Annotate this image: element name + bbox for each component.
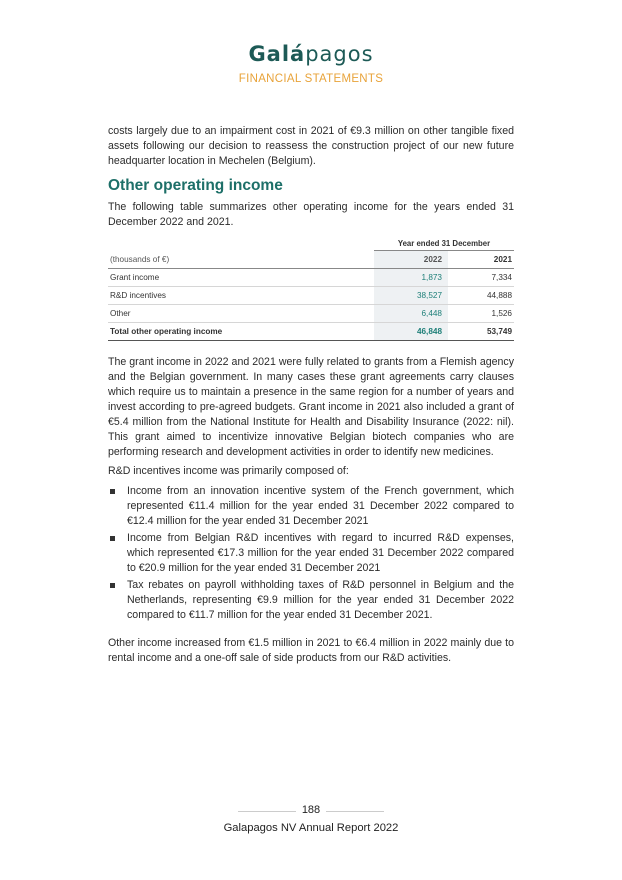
table-total-row: [108, 323, 514, 341]
list-item: [108, 484, 514, 529]
table-column-header-row: [108, 251, 514, 269]
rd-intro-block: [108, 464, 514, 479]
total-value-2022: 46,848: [374, 323, 448, 341]
bullet-square-icon: [110, 489, 115, 494]
list-item-text: Income from an innovation incentive system of the French government, which represented €11.4 million for the year ended 31 December 2022 compared to €12.4 million for the year ended 31 December 2021: [127, 485, 514, 527]
section-heading-block: [108, 177, 514, 195]
row-label: Grant income: [108, 269, 374, 287]
value-2021: 1,526: [448, 305, 514, 323]
grant-paragraph: The grant income in 2022 and 2021 were fully related to grants from a Flemish agency and the Belgian government. In many cases these grant agreements carry clauses which require us to maintain a presence in the same region for a number of years and invest according to pre-agreed budgets. Grant income in 2021 also included a grant of €5.4 million from the National Institute for Health and Disability Insurance (2022: nil). This grant aimed to incentivize innovative Belgian biotech companies who are performing research and development activities in order to identify new medicines.: [108, 356, 514, 458]
other-income-block: [108, 636, 514, 666]
value-2022: 6,448: [374, 305, 448, 323]
table-intro-block: [108, 200, 514, 230]
company-logo: [0, 42, 622, 66]
value-2022: 38,527: [374, 287, 448, 305]
list-item: [108, 578, 514, 623]
section-title: Other operating income: [108, 177, 283, 194]
rd-incentives-list: [108, 484, 514, 623]
table-intro-paragraph: The following table summarizes other operating income for the years ended 31 December 2022 and 2021.: [108, 201, 514, 228]
row-label: R&D incentives: [108, 287, 374, 305]
list-item: [108, 531, 514, 576]
section-label: FINANCIAL STATEMENTS: [238, 73, 384, 85]
period-header: Year ended 31 December: [374, 236, 514, 251]
table-row: [108, 287, 514, 305]
total-value-2021: 53,749: [448, 323, 514, 341]
rd-intro-paragraph: R&D incentives income was primarily composed of:: [108, 465, 349, 477]
table-row: [108, 269, 514, 287]
intro-block: [108, 124, 514, 169]
report-title: Galapagos NV Annual Report 2022: [223, 822, 399, 834]
unit-label: (thousands of €): [108, 251, 374, 269]
other-operating-income-table: [108, 236, 514, 341]
column-header-2021: 2021: [448, 251, 514, 269]
row-label: Other: [108, 305, 374, 323]
table-period-header-row: [108, 236, 514, 251]
bullet-square-icon: [110, 536, 115, 541]
logo-text-regular: pagos: [305, 42, 374, 66]
list-item-text: Tax rebates on payroll withholding taxes of R&D personnel in Belgium and the Netherlands, representing €9.9 million for the year ended 31 December 2022 compared to €11.7 million for the year ended 31 December 2021.: [127, 579, 514, 621]
logo-text-bold: Galá: [248, 42, 306, 66]
rd-bullets-block: [108, 484, 514, 625]
intro-paragraph: costs largely due to an impairment cost in 2021 of €9.3 million on other tangible fixed assets following our decision to reassess the construction project of our new future headquarter location in Mechelen (Belgium).: [108, 125, 514, 167]
other-income-paragraph: Other income increased from €1.5 million in 2021 to €6.4 million in 2022 mainly due to rental income and a one-off sale of side products from our R&D activities.: [108, 637, 514, 664]
grant-block: [108, 355, 514, 460]
value-2021: 44,888: [448, 287, 514, 305]
value-2021: 7,334: [448, 269, 514, 287]
list-item-text: Income from Belgian R&D incentives with regard to incurred R&D expenses, which represented €17.3 million for the year ended 31 December 2022 compared to €20.9 million for the year ended 31 December 2021: [127, 532, 514, 574]
bullet-square-icon: [110, 583, 115, 588]
page-number: 188: [301, 804, 321, 816]
total-label: Total other operating income: [108, 323, 374, 341]
table-row: [108, 305, 514, 323]
column-header-2022: 2022: [374, 251, 448, 269]
value-2022: 1,873: [374, 269, 448, 287]
